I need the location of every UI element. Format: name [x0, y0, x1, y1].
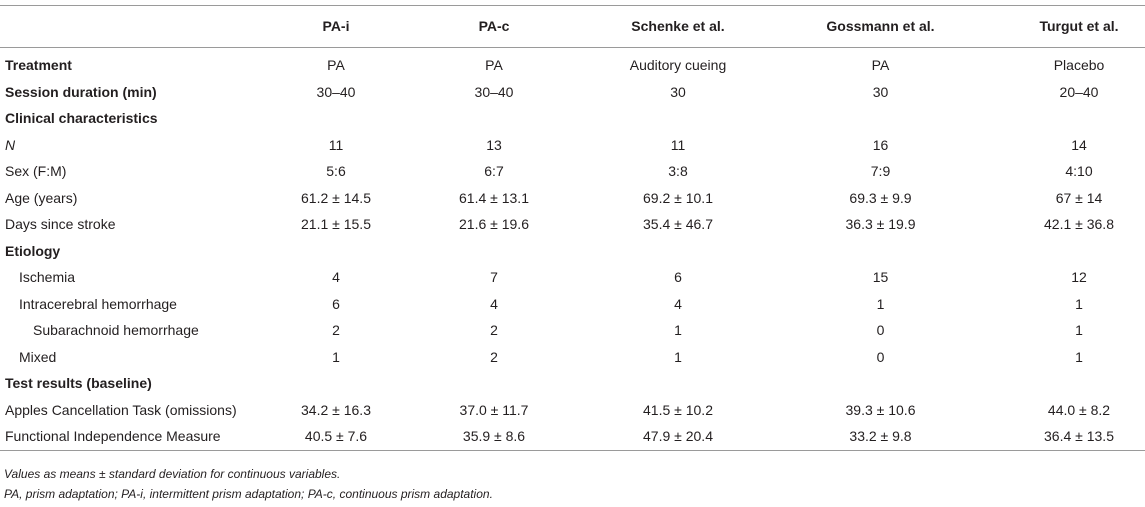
table-cell: 61.2 ± 14.5	[301, 189, 371, 206]
table-cell: 1	[332, 348, 340, 365]
table-cell: 35.4 ± 46.7	[643, 216, 713, 232]
table-cell	[770, 370, 965, 397]
table-header	[0, 6, 1145, 48]
table-cell	[965, 105, 1145, 132]
table-row	[0, 317, 1145, 344]
table-row	[0, 264, 1145, 291]
header-row	[0, 6, 1145, 48]
table-cell: PA	[871, 57, 890, 73]
table-cell: 44.0 ± 8.2	[1047, 401, 1111, 418]
table-cell: 37.0 ± 11.7	[459, 401, 529, 418]
table-cell: 33.2 ± 9.8	[770, 423, 965, 450]
table-cell	[570, 105, 770, 132]
table-cell: 69.2 ± 10.1	[643, 189, 713, 206]
row-label: Intracerebral hemorrhage	[19, 295, 177, 312]
table-cell: 15	[872, 269, 889, 285]
table-cell: 1	[876, 295, 885, 312]
table-cell: PA	[485, 57, 503, 73]
row-label: Mixed	[19, 348, 57, 365]
table-cell: 30–40	[474, 83, 514, 100]
table-cell: 36.3 ± 19.9	[845, 216, 916, 232]
table-cell	[250, 238, 410, 265]
table-footnotes	[4, 464, 493, 504]
table-cell: 0	[876, 348, 885, 365]
table-cell: 34.2 ± 16.3	[301, 401, 371, 418]
table-cell: 4	[490, 295, 498, 312]
table-cell: 11	[328, 136, 344, 153]
table-cell	[570, 370, 770, 397]
table-cell: 12	[1071, 269, 1087, 285]
table-cell: 35.9 ± 8.6	[410, 423, 570, 450]
table-cell: 40.5 ± 7.6	[250, 423, 410, 450]
header-cell-schenke: Schenke et al.	[570, 6, 770, 48]
table-cell: 20–40	[1059, 83, 1099, 100]
table-cell: 1	[674, 322, 682, 338]
table-cell	[770, 105, 965, 132]
table-cell	[250, 370, 410, 397]
table-row	[0, 370, 1145, 397]
table-cell: 30–40	[316, 83, 356, 100]
table-cell: 1	[1075, 348, 1083, 365]
table-row	[0, 423, 1145, 450]
table-cell: 1	[674, 348, 682, 365]
table-cell: 30	[670, 83, 686, 100]
table-cell: 4	[332, 269, 340, 285]
table-cell: 4:10	[1065, 163, 1093, 179]
table-cell	[965, 370, 1145, 397]
row-label: Ischemia	[19, 269, 76, 285]
table-cell: 0	[876, 322, 885, 338]
table-cell: 13	[486, 136, 502, 153]
table-cell: 47.9 ± 20.4	[570, 423, 770, 450]
header-cell-label	[0, 6, 250, 48]
table-cell	[965, 238, 1145, 265]
table-body	[0, 48, 1145, 451]
table-row	[0, 291, 1145, 318]
table-cell: 4	[674, 295, 682, 312]
table-cell: 6	[674, 269, 682, 285]
table-cell: 11	[670, 136, 686, 153]
table-cell: 6	[332, 295, 340, 312]
table-row	[0, 344, 1145, 371]
table-cell: 16	[872, 136, 889, 153]
table-cell: PA	[327, 57, 345, 73]
table-row	[0, 48, 1145, 79]
footnote: PA, prism adaptation; PA-i, intermittent prism adaptation; PA-c, continuous prism adaptation.	[4, 487, 493, 501]
row-label: Apples Cancellation Task (omissions)	[5, 401, 237, 418]
table-cell: 3:8	[668, 163, 688, 179]
table-cell: 5:6	[326, 163, 346, 179]
table-cell: 2	[332, 322, 340, 338]
row-label: Etiology	[5, 242, 61, 259]
header-cell-pa-c: PA-c	[410, 6, 570, 48]
table-row	[0, 158, 1145, 185]
table-cell: 41.5 ± 10.2	[643, 401, 713, 418]
row-label: Subarachnoid hemorrhage	[33, 322, 199, 338]
table-cell: Auditory cueing	[629, 57, 727, 73]
table-cell: 36.4 ± 13.5	[965, 423, 1145, 450]
table-row	[0, 132, 1145, 159]
table-cell	[410, 238, 570, 265]
row-label: Sex (F:M)	[5, 163, 67, 179]
row-label: Age (years)	[5, 189, 78, 206]
table-row	[0, 397, 1145, 424]
table-row	[0, 185, 1145, 212]
table-cell	[770, 238, 965, 265]
row-label: Days since stroke	[5, 216, 116, 232]
table-cell	[410, 105, 570, 132]
table-row	[0, 79, 1145, 106]
table-cell: 39.3 ± 10.6	[845, 401, 916, 418]
table-row	[0, 211, 1145, 238]
table-cell: 69.3 ± 9.9	[849, 189, 912, 206]
row-label: Functional Independence Measure	[0, 423, 250, 450]
table-cell: 2	[490, 348, 498, 365]
table-cell: 14	[1071, 136, 1087, 153]
table-cell: 7:9	[870, 163, 891, 179]
table-cell: 2	[490, 322, 498, 338]
table-cell: 21.6 ± 19.6	[459, 216, 529, 232]
table-cell	[410, 370, 570, 397]
row-label: Test results (baseline)	[5, 375, 152, 391]
table-cell: 21.1 ± 15.5	[301, 216, 371, 232]
table-cell: Placebo	[1053, 57, 1105, 73]
table-cell: 42.1 ± 36.8	[1044, 216, 1114, 232]
table-row	[0, 238, 1145, 265]
table-cell: 61.4 ± 13.1	[459, 189, 529, 206]
data-table	[0, 5, 1145, 451]
table-cell	[250, 105, 410, 132]
table-cell: 7	[490, 269, 498, 285]
row-label: N	[5, 136, 16, 153]
table-cell: 1	[1075, 322, 1083, 338]
header-cell-pa-i: PA-i	[250, 6, 410, 48]
table-cell	[570, 238, 770, 265]
row-label: Session duration (min)	[5, 83, 157, 100]
row-label: Treatment	[5, 57, 72, 73]
footnote: Values as means ± standard deviation for continuous variables.	[4, 467, 341, 481]
row-label: Clinical characteristics	[5, 110, 158, 126]
table-cell: 30	[872, 83, 889, 100]
header-cell-gossmann: Gossmann et al.	[770, 6, 965, 48]
table-cell: 6:7	[484, 163, 504, 179]
header-cell-turgut: Turgut et al.	[965, 6, 1145, 48]
table-row	[0, 105, 1145, 132]
table-cell: 1	[1075, 295, 1083, 312]
table-cell: 67 ± 14	[1055, 189, 1103, 206]
